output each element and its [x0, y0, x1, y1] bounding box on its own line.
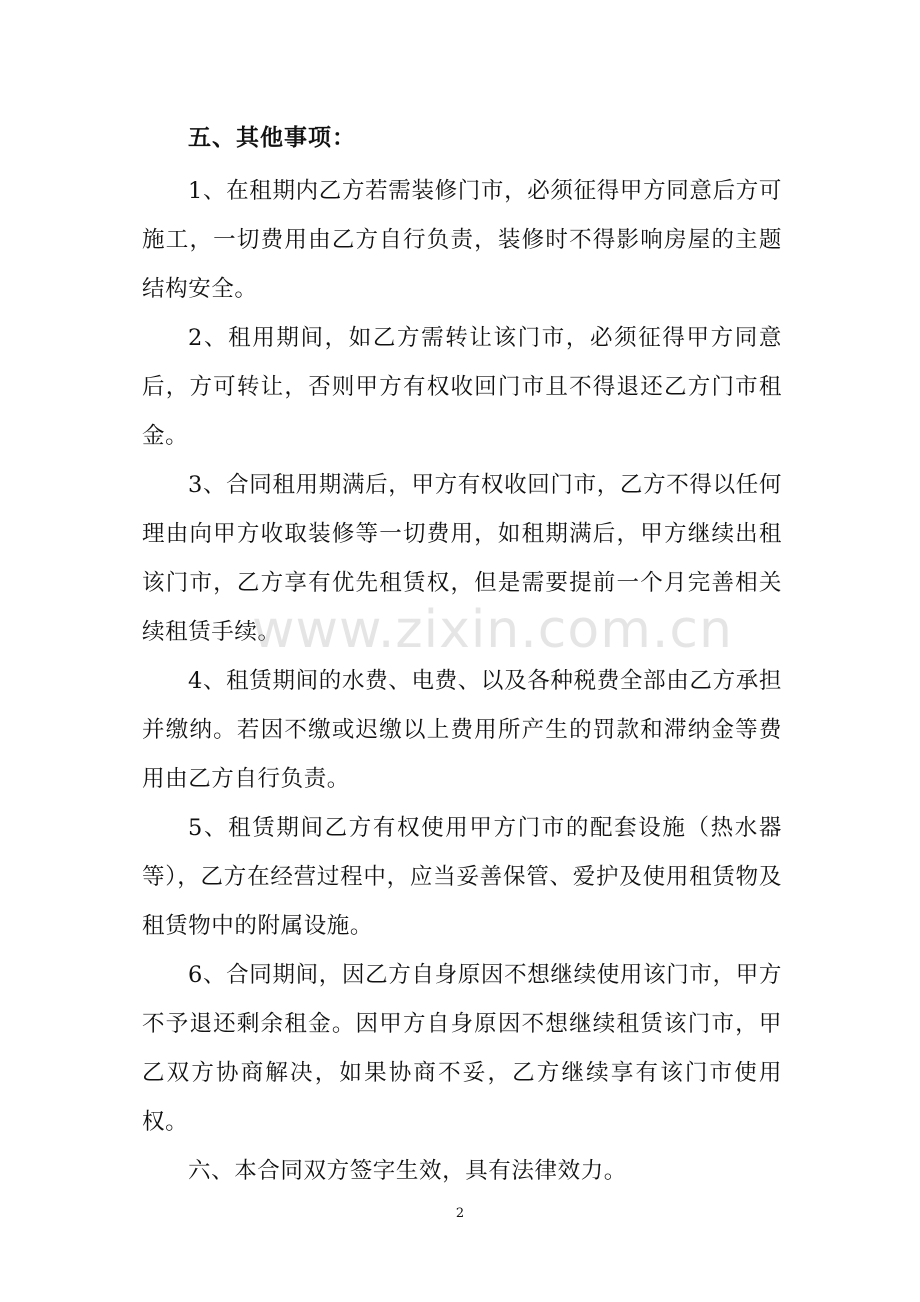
page-number: 2	[455, 1206, 465, 1221]
closing-clause: 六、本合同双方签字生效，具有法律效力。	[188, 1158, 627, 1184]
watermark: www.zixin.com.cn	[252, 600, 733, 660]
clause-4: 4、租赁期间的水费、电费、以及各种税费全部由乙方承担并缴纳。若因不缴或迟缴以上费用所产生的罚款和滞纳金等费用由乙方自行负责。	[142, 668, 782, 792]
clause-5: 5、租赁期间乙方有权使用甲方门市的配套设施（热水器等），乙方在经营过程中，应当妥善保管、爱护及使用租赁物及租赁物中的附属设施。	[142, 815, 782, 939]
section-heading: 五、其他事项：	[188, 125, 356, 151]
document-body	[142, 112, 782, 1196]
clause-2: 2、租用期间，如乙方需转让该门市，必须征得甲方同意后，方可转让，否则甲方有权收回门市且不得退还乙方门市租金。	[142, 325, 782, 449]
clause-6: 6、合同期间，因乙方自身原因不想继续使用该门市，甲方不予退还剩余租金。因甲方自身原因不想继续租赁该门市，甲乙双方协商解决，如果协商不妥，乙方继续享有该门市使用权。	[142, 962, 782, 1135]
clause-3: 3、合同租用期满后，甲方有权收回门市，乙方不得以任何理由向甲方收取装修等一切费用，如租期满后，甲方继续出租该门市，乙方享有优先租赁权，但是需要提前一个月完善相关续租赁手续。	[142, 472, 782, 645]
clause-1: 1、在租期内乙方若需装修门市，必须征得甲方同意后方可施工，一切费用由乙方自行负责，装修时不得影响房屋的主题结构安全。	[142, 178, 782, 302]
